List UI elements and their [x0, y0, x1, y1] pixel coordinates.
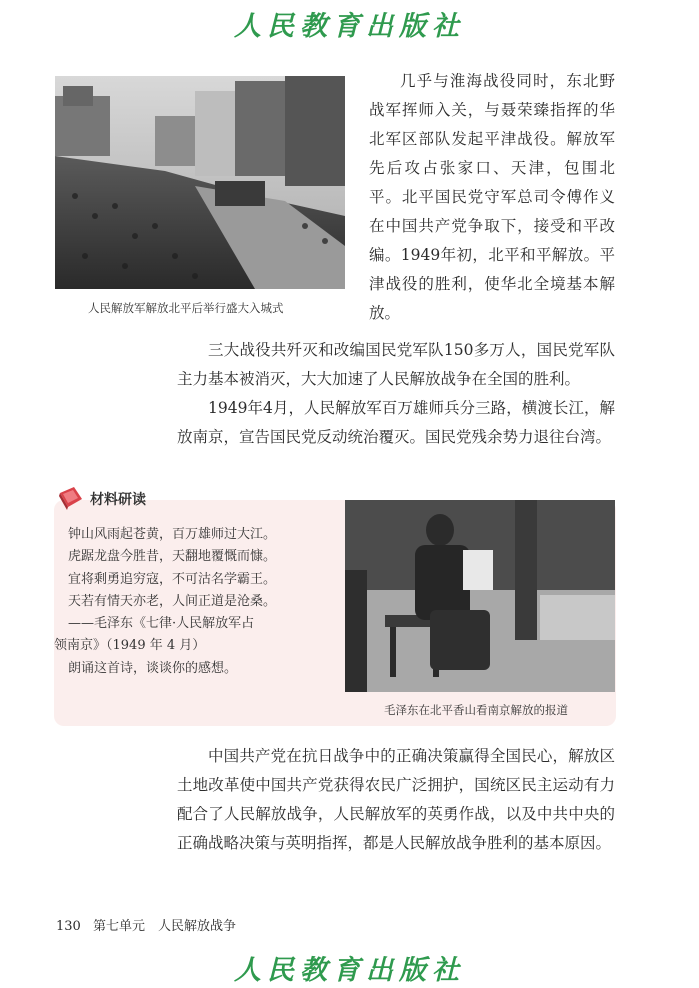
paragraph-reasons: 中国共产党在抗日战争中的正确决策赢得全国民心，解放区土地改革使中国共产党获得农民广泛拥护，国统区民主运动有力配合了人民解放战争，人民解放军的英勇作战，以及中共中央的正确战略决策与英明指挥，都是人民解放战争胜利的基本原因。	[177, 747, 615, 852]
paragraph-pingjin: 几乎与淮海战役同时，东北野战军挥师入关，与聂荣臻指挥的华北军区部队发起平津战役。解放军先后攻占张家口、天津，包围北平。北平国民党守军总司令傅作义在中国共产党争取下，接受和平改编。1949年初，北平和平解放。平津战役的胜利，使华北全境基本解放。	[369, 72, 615, 322]
page-footer	[56, 915, 236, 934]
poem-line: 钟山风雨起苍黄，百万雄师过大江。	[68, 527, 277, 542]
poem-attribution: ——毛泽东《七律·人民解放军占	[68, 616, 255, 632]
poem-line: 虎踞龙盘今胜昔，天翻地覆慨而慷。	[68, 549, 277, 565]
photo-mao-caption: 毛泽东在北平香山看南京解放的报道	[384, 703, 568, 717]
poem-line: 天若有情天亦老，人间正道是沧桑。	[68, 593, 277, 609]
publisher-footer: 人民教育出版社	[234, 955, 465, 986]
paragraph-yangtze: 1949年4月，人民解放军百万雄师兵分三路，横渡长江，解放南京，宣告国民党反动统治覆灭。国民党残余势力退往台湾。	[177, 399, 615, 446]
unit-title: 第七单元 人民解放战争	[92, 919, 236, 934]
publisher-header: 人民教育出版社	[234, 11, 465, 42]
photo-parade	[55, 76, 345, 289]
paragraph-three-campaigns: 三大战役共歼灭和改编国民党军队150多万人，国民党军队主力基本被消灭，大大加速了人民解放战争在全国的胜利。	[177, 341, 615, 388]
page-number: 130	[56, 919, 81, 934]
material-prompt: 朗诵这首诗，谈谈你的感想。	[68, 660, 238, 676]
material-title: 材料研读	[90, 492, 146, 508]
photo-mao-reading	[345, 500, 615, 692]
poem-attribution-cont: 领南京》（1949 年 4 月）	[54, 638, 206, 654]
book-icon	[56, 485, 84, 511]
poem-block	[54, 524, 348, 680]
material-header	[56, 485, 206, 515]
poem-line: 宜将剩勇追穷寇，不可沽名学霸王。	[68, 571, 277, 587]
photo-parade-caption: 人民解放军解放北平后举行盛大入城式	[88, 301, 284, 315]
